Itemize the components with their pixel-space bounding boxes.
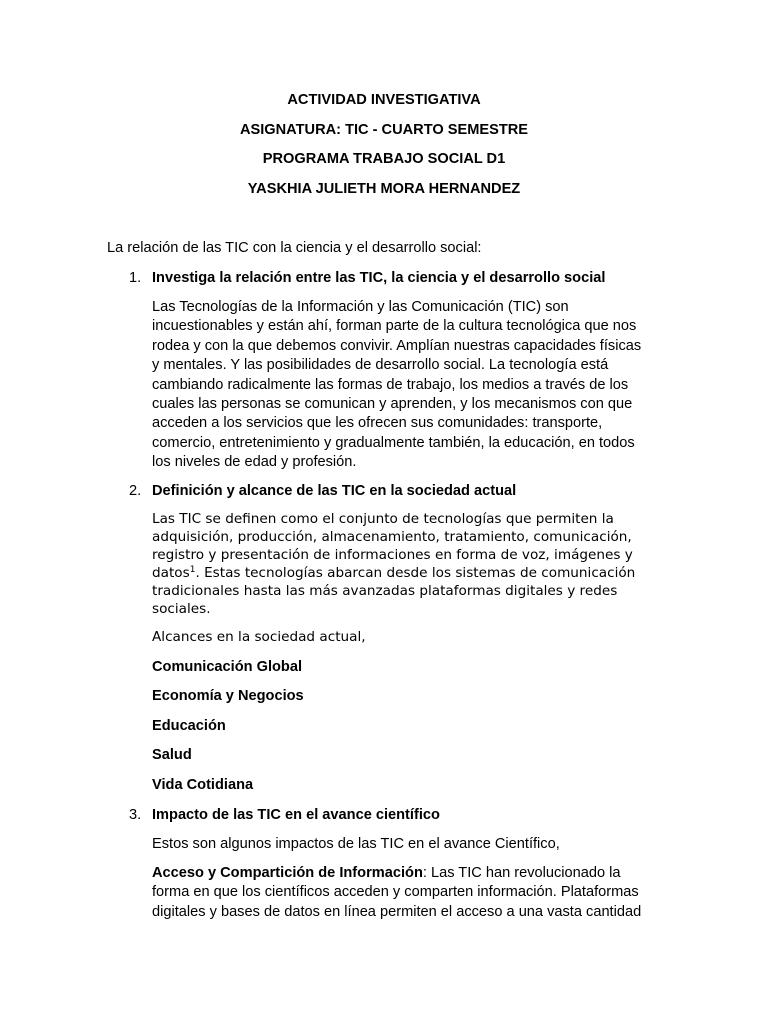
scope-item: Economía y Negocios [152,688,304,704]
item-title: Impacto de las TIC en el avance científico [152,807,440,823]
paragraph-line: incuestionables y están ahí, forman parte de la cultura tecnológica que nos [152,318,637,335]
intro-text: La relación de las TIC con la ciencia y el desarrollo social: [107,240,482,256]
document-header [0,89,768,207]
paragraph-line [152,564,664,582]
paragraph-line: digitales y bases de datos en línea permiten el acceso a una vasta cantidad [152,903,642,920]
paragraph-line: cambiando radicalmente las formas de trabajo, los medios a través de los [152,376,629,393]
item-number: 3. [129,807,142,823]
paragraph-line: Las Tecnologías de la Información y las Comunicación (TIC) son [152,299,569,315]
program-line: PROGRAMA TRABAJO SOCIAL D1 [262,151,506,167]
subheading-continuation: : Las TIC han revolucionado la [422,865,621,881]
line-continuation: . Estas tecnologías abarcan desde los sistemas de comunicación [195,565,636,581]
paragraph-line: los niveles de edad y profesión. [152,454,357,471]
scope-item: Comunicación Global [152,659,303,675]
paragraph-line: cuales las personas se comunican y aprenden, y los mecanismos con que [152,396,633,413]
impact-intro: Estos son algunos impactos de las TIC en el avance Científico, [152,836,560,852]
author-name: YASKHIA JULIETH MORA HERNANDEZ [247,180,521,197]
paragraph-line: forma en que los científicos acceden y comparten información. Plataformas [152,884,639,901]
item-number: 2. [129,483,142,499]
paragraph-line: acceden a los servicios que les ofrecen sus comunidades: transporte, [152,415,603,432]
paragraph-line [152,864,664,883]
item-number: 1. [129,270,142,286]
scope-intro: Alcances en la sociedad actual, [152,629,366,645]
item-3-paragraph [152,864,664,922]
paragraph-line: Las TIC se definen como el conjunto de tecnologías que permiten la [152,511,614,527]
scope-item: Vida Cotidiana [152,777,254,793]
scope-item: Educación [152,718,226,734]
paragraph-line: registro y presentación de informaciones en forma de voz, imágenes y [152,547,633,563]
paragraph-line: sociales. [152,601,211,617]
paragraph-line: y mentales. Y las posibilidades de desarrollo social. La tecnología está [152,357,609,374]
scope-item: Salud [152,747,192,763]
paragraph-line: adquisición, producción, almacenamiento, tratamiento, comunicación, [152,529,632,545]
item-2-paragraph [152,510,664,618]
paragraph-line: rodea y con la que debemos convivir. Amplían nuestras capacidades físicas [152,337,642,354]
item-title: Definición y alcance de las TIC en la sociedad actual [152,483,517,499]
activity-title: ACTIVIDAD INVESTIGATIVA [287,92,481,108]
item-title: Investiga la relación entre las TIC, la ciencia y el desarrollo social [152,270,606,286]
paragraph-line: comercio, entretenimiento y gradualmente también, la educación, en todos [152,434,635,451]
paragraph-line: tradicionales hasta las más avanzadas plataformas digitales y redes [152,583,618,599]
subheading: Acceso y Compartición de Información [152,865,423,881]
subject-line: ASIGNATURA: TIC - CUARTO SEMESTRE [239,121,529,138]
footnote-mark[interactable]: 1 [189,565,196,575]
footnote-word: datos [152,565,190,581]
item-1-paragraph [152,298,664,473]
